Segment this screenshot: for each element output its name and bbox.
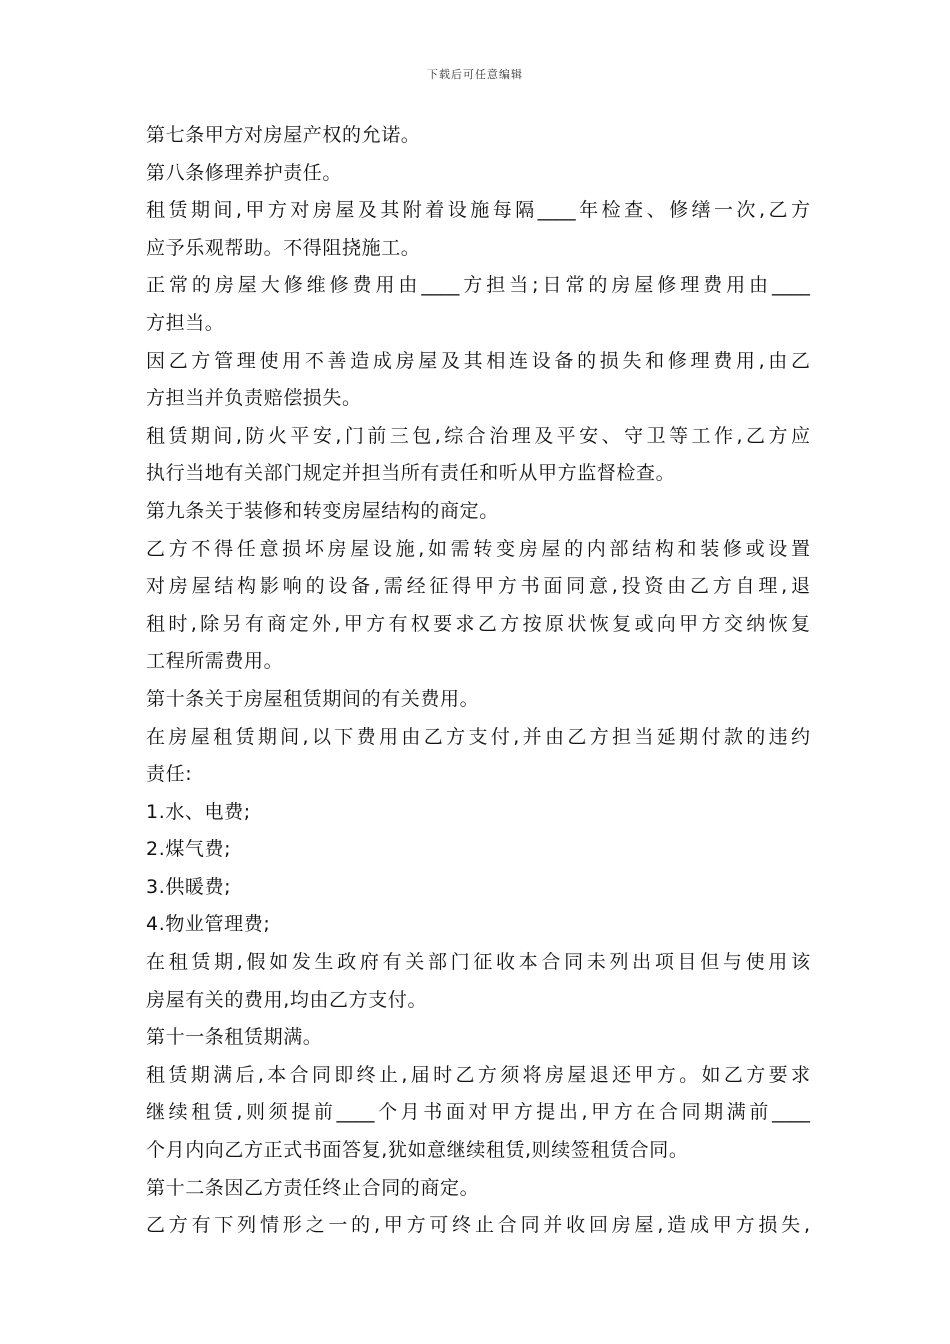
text-line: 工程所需费用。 [146,650,284,673]
text-line: 方担当并负责赔偿损失。 [146,387,362,410]
text-line: 应予乐观帮助。不得阻挠施工。 [146,236,421,259]
text-line: 在租赁期,假如发生政府有关部门征收本合同未列出项目但与使用该 [146,951,810,974]
text-line: 第十一条租赁期满。 [146,1026,323,1049]
text-line: 第八条修理养护责任。 [146,161,343,184]
text-line: 1.水、电费; [146,800,251,823]
text-line: 第十条关于房屋租赁期间的有关费用。 [146,687,480,710]
text-line: 执行当地有关部门规定并担当所有责任和听从甲方监督检查。 [146,462,676,485]
text-line: 在房屋租赁期间,以下费用由乙方支付,并由乙方担当延期付款的违约 [146,725,810,748]
text-line: 第九条关于装修和转变房屋结构的商定。 [146,499,499,522]
text-line: 第十二条因乙方责任终止合同的商定。 [146,1176,480,1199]
text-line: 乙方有下列情形之一的,甲方可终止合同并收回房屋,造成甲方损失, [146,1214,810,1237]
text-line: 2.煤气费; [146,838,232,861]
text-line: 方担当。 [146,311,225,334]
text-line: 租赁期满后,本合同即终止,届时乙方须将房屋退还甲方。如乙方要求 [146,1063,810,1086]
text-line: 4.物业管理费; [146,913,271,936]
page-header-note: 下载后可任意编辑 [427,68,523,81]
text-line: 第七条甲方对房屋产权的允诺。 [146,124,421,146]
text-line: 租赁期间,防火平安,门前三包,综合治理及平安、守卫等工作,乙方应 [146,424,810,447]
text-line: 正常的房屋大修维修费用由____方担当;日常的房屋修理费用由____ [146,274,810,297]
text-line: 房屋有关的费用,均由乙方支付。 [146,988,428,1011]
text-line: 对房屋结构影响的设备,需经征得甲方书面同意,投资由乙方自理,退 [146,575,810,598]
text-line: 3.供暖费; [146,875,232,898]
text-line: 租赁期间,甲方对房屋及其附着设施每隔____年检查、修缮一次,乙方 [146,199,810,222]
text-line: 租时,除另有商定外,甲方有权要求乙方按原状恢复或向甲方交纳恢复 [146,612,810,635]
text-line: 乙方不得任意损坏房屋设施,如需转变房屋的内部结构和装修或设置 [146,537,810,560]
text-line: 个月内向乙方正式书面答复,犹如意继续租赁,则续签租赁合同。 [146,1139,689,1162]
text-line: 继续租赁,则须提前____个月书面对甲方提出,甲方在合同期满前____ [146,1101,810,1124]
text-line: 责任: [146,763,193,786]
document-body [146,117,810,1245]
text-line: 因乙方管理使用不善造成房屋及其相连设备的损失和修理费用,由乙 [146,349,810,372]
